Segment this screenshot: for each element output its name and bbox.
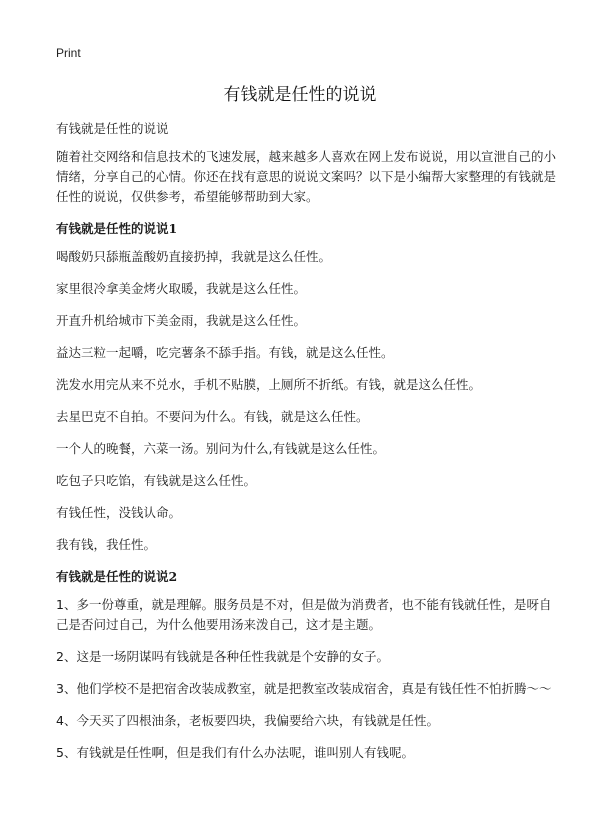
section2-item: 2、这是一场阴谋吗有钱就是各种任性我就是个安静的女子。 bbox=[56, 649, 389, 664]
section1-item: 喝酸奶只舔瓶盖酸奶直接扔掉，我就是这么任性。 bbox=[56, 249, 332, 264]
section2-item: 4、今天买了四根油条，老板要四块，我偏要给六块，有钱就是任性。 bbox=[56, 713, 439, 728]
article-body bbox=[56, 119, 556, 775]
section1-item: 去星巴克不自拍。不要问为什么。有钱，就是这么任性。 bbox=[56, 409, 369, 424]
print-link[interactable]: Print bbox=[56, 46, 81, 60]
article-subtitle: 有钱就是任性的说说 bbox=[56, 121, 169, 136]
section2-item: 1、多一份尊重，就是理解。服务员是不对，但是做为消费者，也不能有钱就任性，是呀自己是否问过自己，为什么他要用汤来泼自己，这才是主题。 bbox=[56, 597, 552, 632]
section2-item: 5、有钱就是任性啊，但是我们有什么办法呢，谁叫别人有钱呢。 bbox=[56, 745, 414, 760]
section1-item: 一个人的晚餐，六菜一汤。别问为什么,有钱就是这么任性。 bbox=[56, 441, 385, 456]
page-title: 有钱就是任性的说说 bbox=[223, 85, 377, 105]
section1-item: 有钱任性，没钱认命。 bbox=[56, 505, 182, 520]
section1-item: 家里很冷拿美金烤火取暖，我就是这么任性。 bbox=[56, 281, 307, 296]
section2-item: 3、他们学校不是把宿舍改装成教室，就是把教室改装成宿舍，真是有钱任性不怕折腾～～ bbox=[56, 681, 552, 696]
section1-item: 洗发水用完从来不兑水，手机不贴膜，上厕所不折纸。有钱，就是这么任性。 bbox=[56, 377, 482, 392]
intro-paragraph: 随着社交网络和信息技术的飞速发展，越来越多人喜欢在网上发布说说，用以宣泄自己的小情绪，分享自己的心情。你还在找有意思的说说文案吗？以下是小编帮大家整理的有钱就是任性的说说，仅供参考，希望能够帮助到大家。 bbox=[56, 149, 557, 204]
section2-heading: 有钱就是任性的说说2 bbox=[56, 569, 178, 584]
section1-item: 益达三粒一起嚼，吃完薯条不舔手指。有钱，就是这么任性。 bbox=[56, 345, 394, 360]
section1-item: 吃包子只吃馅，有钱就是这么任性。 bbox=[56, 473, 257, 488]
section1-heading: 有钱就是任性的说说1 bbox=[56, 221, 178, 236]
section1-item: 我有钱，我任性。 bbox=[56, 537, 157, 552]
section1-item: 开直升机给城市下美金雨，我就是这么任性。 bbox=[56, 313, 307, 328]
